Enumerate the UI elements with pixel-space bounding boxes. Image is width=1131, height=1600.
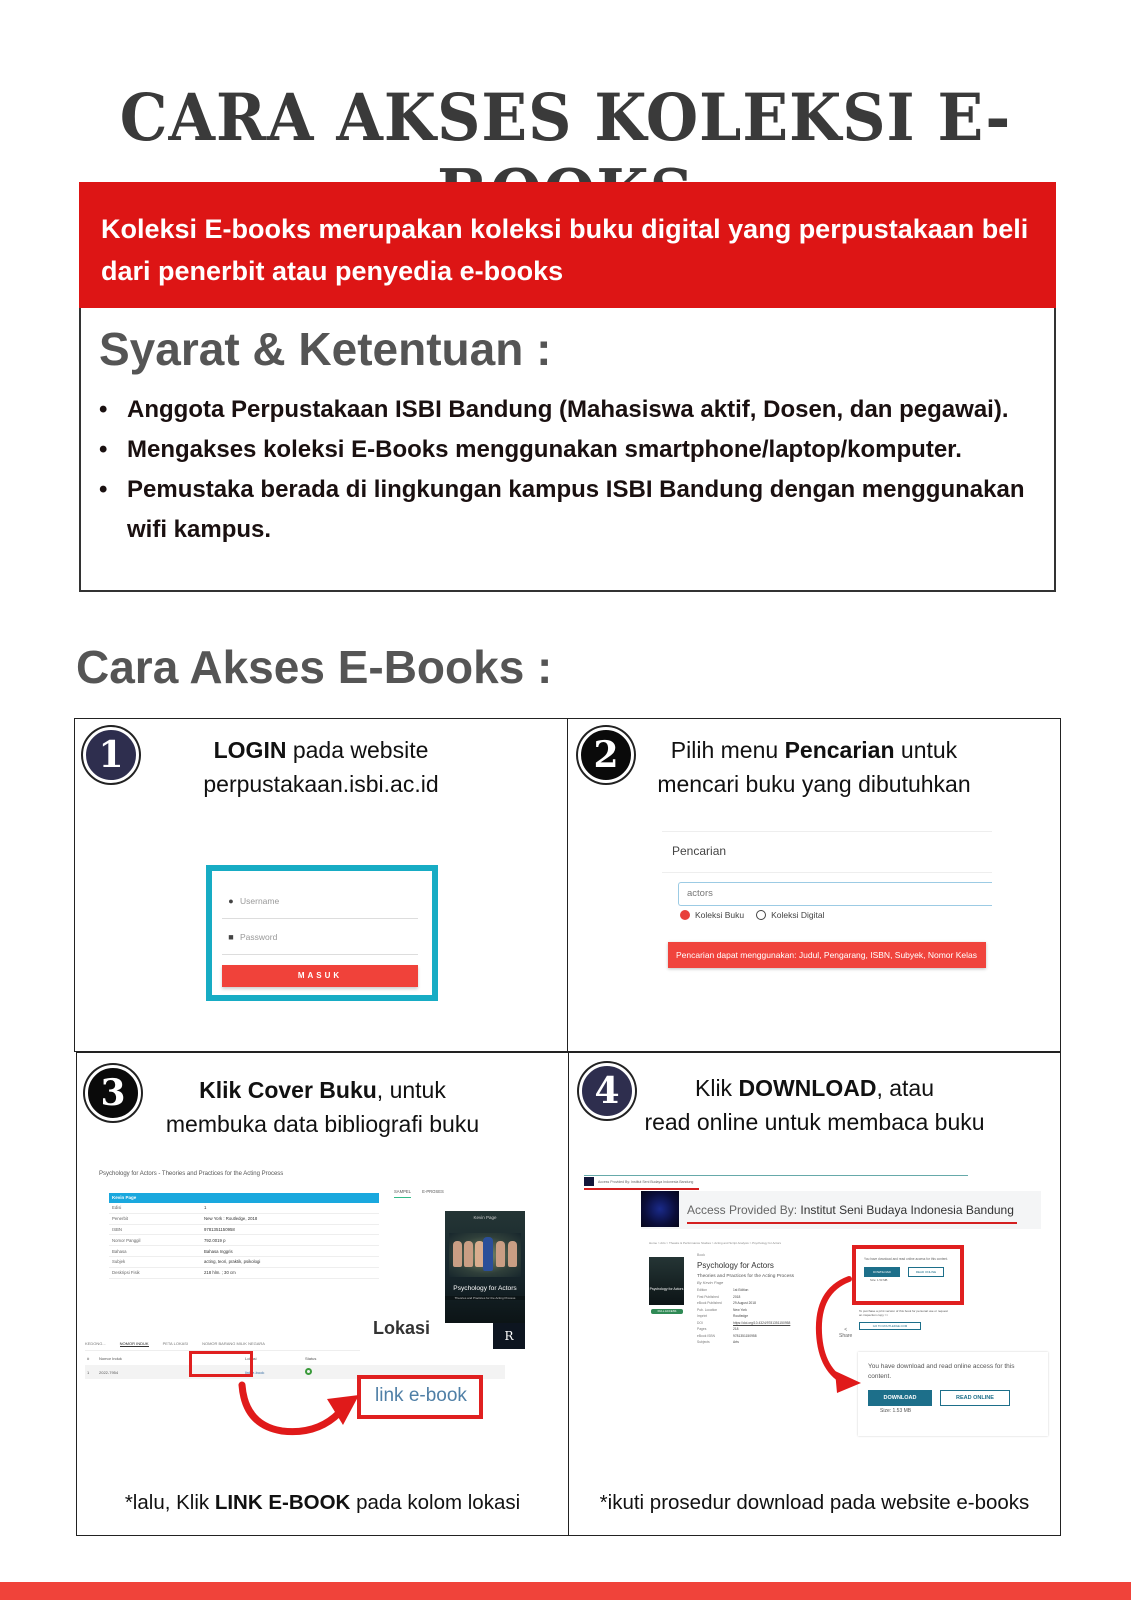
caption-text: membuka data bibliografi buku [165, 1111, 480, 1137]
caption-text: read online untuk membaca buku [644, 1109, 985, 1135]
routledge-button[interactable]: GO TO ROUTLEDGE.COM [859, 1322, 921, 1330]
share-icon: < [844, 1327, 848, 1333]
location-tab[interactable]: KEDONG... [85, 1341, 106, 1346]
detail-tabs [394, 1189, 454, 1194]
institution-logo [641, 1191, 679, 1227]
cover-author: Kevin Page [473, 1215, 497, 1220]
step-number-badge: 1 [83, 727, 139, 783]
book-title: Psychology for Actors [697, 1261, 774, 1270]
bib-row: Nomor Panggil 792.0019 p [109, 1235, 379, 1246]
book-cover[interactable] [445, 1211, 525, 1323]
bullet-icon: • [99, 476, 108, 503]
login-form-screenshot [206, 865, 438, 1001]
book-cover-thumb[interactable]: Psychology for Actors [649, 1257, 684, 1305]
search-screenshot [662, 831, 992, 991]
collection-radio-group [680, 910, 992, 920]
access-bar [641, 1191, 1041, 1229]
caption-text: mencari buku yang dibutuhkan [657, 771, 971, 797]
caption-text: untuk [894, 737, 958, 763]
read-online-button-small[interactable]: READ ONLINE [908, 1267, 944, 1277]
cover-photo [449, 1233, 521, 1277]
book-type: Book [697, 1253, 705, 1257]
publisher-logo: R [493, 1323, 525, 1349]
location-tabs [85, 1341, 360, 1351]
step-2-panel [567, 718, 1061, 1052]
intro-text: Koleksi E-books merupakan koleksi buku digital yang perpustakaan beli dari penerbit atau penyedia e-books [101, 214, 1029, 286]
download-box-highlight: You have download and read online access for this content. DOWNLOAD READ ONLINE Size: 1.53 MB [852, 1245, 964, 1305]
location-table-row: 1 2022-7954 link e-book [85, 1365, 505, 1379]
terms-item-text: Anggota Perpustakaan ISBI Bandung (Mahasiswa aktif, Dosen, dan pegawai). [127, 396, 1009, 423]
bib-row: ISBN 9781351150958 [109, 1225, 379, 1236]
bib-row: Bahasa Bahasa Inggris [109, 1246, 379, 1257]
intro-banner [79, 182, 1056, 308]
download-button[interactable]: DOWNLOAD [868, 1390, 932, 1406]
step-caption: Klik DOWNLOAD, atau read online untuk membaca buku [569, 1071, 1060, 1139]
step-4-panel [568, 1052, 1061, 1536]
step-number-badge: 2 [578, 727, 634, 783]
book-page-title: Psychology for Actors - Theories and Practices for the Acting Process [99, 1171, 284, 1177]
read-online-button[interactable]: READ ONLINE [940, 1390, 1010, 1406]
username-placeholder: Username [240, 895, 280, 906]
step-caption [568, 733, 1060, 801]
terms-list [93, 390, 1036, 550]
masuk-button[interactable]: MASUK [222, 965, 418, 987]
bib-row: Deskripsi Fisik 218 hlm. ; 30 cm [109, 1268, 379, 1279]
location-tab[interactable]: PETA LOKASI [162, 1341, 189, 1346]
highlight-box [189, 1351, 253, 1377]
howto-heading: Cara Akses E-Books : [76, 641, 553, 693]
status-available-icon [305, 1368, 312, 1375]
download-box [858, 1352, 1048, 1436]
full-access-badge: FULL ACCESS [651, 1309, 683, 1314]
password-placeholder: Password [240, 931, 278, 942]
location-tab[interactable]: NOMOR INDUK [119, 1341, 149, 1346]
share-button[interactable]: < Share [839, 1327, 853, 1339]
breadcrumb: Home > Arts > Theatre & Performance Studies > Acting and Script Analysis > Psychology for Actors [649, 1241, 782, 1245]
terms-item [93, 390, 1036, 430]
caption-text: pada website [286, 737, 429, 763]
link-ebook[interactable]: link e-book [375, 1385, 467, 1406]
terms-section [79, 308, 1056, 592]
step-4-note: *ikuti prosedur download pada website e-books [599, 1491, 1030, 1514]
bullet-icon: • [99, 396, 108, 423]
password-field[interactable] [222, 919, 418, 955]
footer-bar [0, 1582, 1131, 1600]
radio-label-koleksi-buku[interactable]: Koleksi Buku [695, 910, 745, 920]
radio-unselected-icon[interactable] [756, 910, 766, 920]
step-3-panel [76, 1052, 569, 1536]
cover-subtitle: Theories and Practices for the Acting Process [445, 1296, 525, 1300]
terms-heading: Syarat & Ketentuan : [99, 323, 552, 375]
step-1-panel [74, 718, 568, 1052]
caption-bold: Klik Cover Buku [199, 1077, 377, 1103]
lokasi-heading: Lokasi [373, 1318, 431, 1338]
book-meta-list: Edition 1st Edition First Published 2018 eBook Published 29 August 2018 Pub. Location New York Imprint Routledge DOI https://doi.org/10.4324/9781351150958 Pages 218 eBook ISBN 9781351150958 Subjects Arts [697, 1288, 791, 1344]
search-input[interactable]: actors [678, 882, 992, 906]
inspection-copy: To purchase a print version of this book for personal use or request an inspection copy >> GO TO ROUTLEDGE.COM [859, 1309, 948, 1328]
caption-bold: LOGIN [213, 737, 287, 763]
cover-title: Psychology for Actors [453, 1285, 517, 1292]
access-bar-small: Access Provided By: Institut Seni Budaya Indonesia Bandung [584, 1175, 968, 1187]
username-field[interactable] [222, 883, 418, 919]
doi-link[interactable]: https://doi.org/10.4324/9781351150958 [733, 1320, 791, 1325]
bib-row: Penerbit New York : Routledge, 2018 [109, 1214, 379, 1225]
bib-row: Subjek acting, teori, praktik, psikologi [109, 1257, 379, 1268]
bibliography-screenshot [99, 1171, 529, 1276]
lock-icon: ■ [228, 931, 234, 942]
step-caption [75, 733, 567, 801]
institution-logo [584, 1177, 594, 1186]
tab-sampel[interactable]: SAMPEL [394, 1189, 411, 1198]
caption-text: Pilih menu [670, 737, 785, 763]
search-title: Pencarian [662, 832, 992, 873]
caption-text: , untuk [376, 1077, 446, 1103]
tab-e-proses[interactable]: E-PROSES [422, 1189, 444, 1194]
location-table-header: # Nomor Induk Lokasi Status [87, 1356, 317, 1361]
link-ebook-small[interactable]: link e-book [245, 1369, 265, 1375]
bib-table-header: Kevin Page [109, 1193, 379, 1203]
file-size: Size: 1.53 MB [880, 1408, 912, 1414]
terms-item-text: Mengakses koleksi E-Books menggunakan smartphone/laptop/komputer. [127, 436, 962, 463]
download-button-small[interactable]: DOWNLOAD [864, 1267, 900, 1277]
access-message: You have download and read online access for this content. [868, 1363, 1015, 1380]
radio-label-koleksi-digital[interactable]: Koleksi Digital [771, 910, 825, 920]
book-author: By Kevin Page [697, 1280, 724, 1285]
search-hint-banner: Pencarian dapat menggunakan: Judul, Pengarang, ISBN, Subyek, Nomor Kelas [668, 942, 986, 968]
access-label: Access Provided By: [687, 1203, 798, 1217]
step-number-badge: 4 [579, 1063, 635, 1119]
access-institution: Institut Seni Budaya Indonesia Bandung [800, 1203, 1014, 1217]
radio-selected-icon[interactable] [680, 910, 690, 920]
step-3-note: *lalu, Klik LINK E-BOOK pada kolom lokasi [124, 1491, 521, 1514]
step-caption [77, 1073, 568, 1141]
bibliography-table [109, 1193, 379, 1279]
caption-bold: Pencarian [784, 737, 895, 763]
terms-item-text: Pemustaka berada di lingkungan kampus ISBI Bandung dengan menggunakan wifi kampus. [127, 476, 1025, 543]
page-title: CARA AKSES KOLEKSI E- [119, 80, 1012, 156]
bullet-icon: • [99, 436, 108, 463]
book-subtitle: Theories and Practices for the Acting Process [697, 1274, 795, 1279]
step-number-badge: 3 [85, 1065, 141, 1121]
terms-item [93, 470, 1036, 550]
bib-row: Edisi 1 [109, 1203, 379, 1214]
location-tab[interactable]: NOMOR BARANG MILIK NEGARA [202, 1341, 265, 1346]
person-icon: ● [228, 895, 234, 906]
caption-url: perpustakaan.isbi.ac.id [203, 771, 439, 797]
terms-item [93, 430, 1036, 470]
